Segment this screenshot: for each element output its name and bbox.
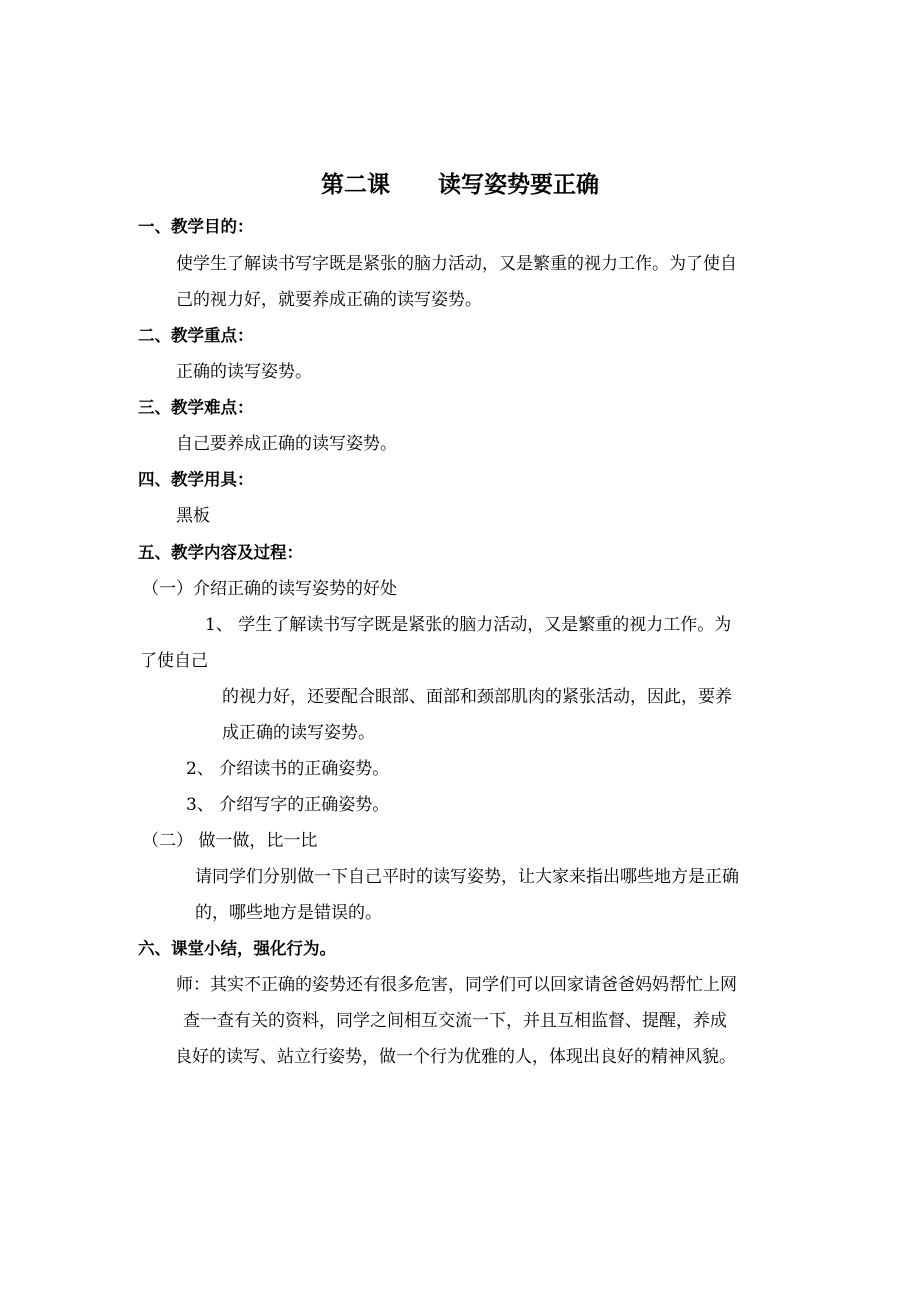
summary-line-2: 查一查有关的资料，同学之间相互交流一下，并且互相监督、提醒，养成 bbox=[183, 1011, 727, 1031]
section-heading-process: 五、教学内容及过程： bbox=[138, 543, 303, 562]
process-item-3: 3、 介绍写字的正确姿势。 bbox=[186, 795, 390, 815]
section-heading-objectives: 一、教学目的： bbox=[138, 217, 254, 236]
process-subsection-2-label: （二） 做一做，比一比 bbox=[142, 831, 318, 851]
section-heading-key-points: 二、教学重点： bbox=[138, 326, 254, 345]
summary-line-3: 良好的读写、站立行姿势，做一个行为优雅的人，体现出良好的精神风貌。 bbox=[175, 1047, 736, 1067]
difficulties-line-1: 自己要养成正确的读写姿势。 bbox=[176, 434, 397, 454]
section-heading-summary: 六、课堂小结，强化行为。 bbox=[138, 939, 336, 958]
key-points-line-1: 正确的读写姿势。 bbox=[176, 362, 312, 382]
process-item-1-line-4: 成正确的读写姿势。 bbox=[222, 723, 375, 743]
section-heading-difficulties: 三、教学难点： bbox=[138, 398, 254, 417]
process-item-2: 2、 介绍读书的正确姿势。 bbox=[186, 759, 390, 779]
summary-line-1: 师：其实不正确的姿势还有很多危害，同学们可以回家请爸爸妈妈帮忙上网 bbox=[176, 975, 737, 995]
objectives-line-2: 己的视力好，就要养成正确的读写姿势。 bbox=[176, 290, 482, 310]
process-item-1-line-1: 1、 学生了解读书写字既是紧张的脑力活动，又是繁重的视力工作。为 bbox=[205, 615, 732, 635]
process-subsection-2-line-1: 请同学们分别做一下自己平时的读写姿势，让大家来指出哪些地方是正确 bbox=[195, 867, 739, 887]
process-subsection-1-label: （一）介绍正确的读写姿势的好处 bbox=[142, 579, 397, 599]
process-subsection-2-line-2: 的，哪些地方是错误的。 bbox=[195, 903, 382, 923]
process-item-1-line-3: 的视力好，还要配合眼部、面部和颈部肌肉的紧张活动，因此，要养 bbox=[222, 687, 732, 707]
section-heading-tools: 四、教学用具： bbox=[138, 470, 254, 489]
process-item-1-line-2: 了使自己 bbox=[140, 651, 208, 671]
objectives-line-1: 使学生了解读书写字既是紧张的脑力活动，又是繁重的视力工作。为了使自 bbox=[176, 254, 737, 274]
tools-line-1: 黑板 bbox=[176, 506, 210, 526]
document-title: 第二课 读写姿势要正确 bbox=[320, 172, 600, 198]
